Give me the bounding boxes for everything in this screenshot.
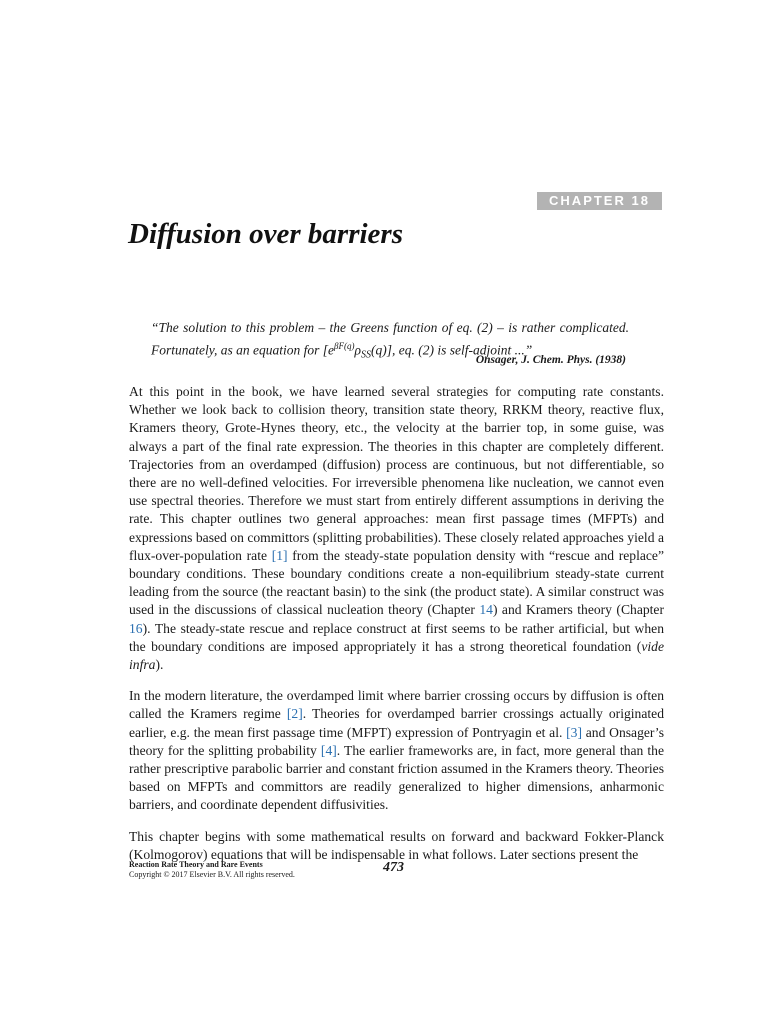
- epigraph-subscript: SS: [360, 349, 371, 361]
- p1-text-a: At this point in the book, we have learned several strategies for computing rate constants. Whether we look back to collision theory, transition state theory, RRKM theory, reactive flux, Kramers theory, Grote-Hynes theory, etc., the velocity at the barrier top, in some guise, was always a part of the final rate expression. The theories in this chapter are completely different. Trajectories from an overdamped (diffusion) process are continuous, but not differentiable, so there are no well-defined velocities. For irreversible phenomena like nucleation, we cannot even use spectral theories. Therefore we must start from entirely different assumptions in deriving the rate. This chapter outlines two general approaches: mean first passage times (MFPTs) and expressions based on committors (splitting probabilities). These closely related approaches yield a flux-over-population rate: [129, 384, 664, 563]
- p1-text-b: from the steady-state population density with “rescue and replace” boundary conditions. These boundary conditions create a non-equilibrium steady-state current leading from the source (the reactant basin) to the sink (the product state). A similar construct was used in the discussions of classical nucleation theory (Chapter: [129, 547, 664, 618]
- p1-text-d: ). The steady-state rescue and replace construct at first seems to be rather artificial, but when the boundary conditions are imposed appropriately it has a strong theoretical foundation (: [129, 620, 664, 654]
- p1-text-e: ).: [155, 657, 164, 673]
- citation-link[interactable]: [3]: [566, 724, 582, 740]
- p1-text-c: ) and Kramers theory (Chapter: [492, 602, 664, 618]
- p3-text-a: This chapter begins with some mathematical results on forward and backward Fokker-Planck (Kolmogorov) equations that will be indispensable in what follows. Later sections present the: [129, 828, 664, 862]
- footer-book-info: [129, 860, 295, 880]
- citation-link[interactable]: [2]: [286, 706, 303, 722]
- epigraph-text-part1: “The solution to this problem – the Greens function of eq. (2) – is rather complicated. Fortunately, as an equation for [e: [151, 320, 629, 358]
- paragraph-3: [129, 828, 664, 864]
- epigraph-attribution: Onsager, J. Chem. Phys. (1938): [475, 354, 626, 366]
- p1-italic: vide infra: [129, 638, 664, 673]
- epigraph-text-part3: (q)], eq. (2) is self-adjoint ...”: [370, 342, 533, 358]
- chapter-label: CHAPTER 18: [537, 192, 662, 210]
- p2-text-a: In the modern literature, the overdamped limit where barrier crossing occurs by diffusion is often called the Kramers regime: [129, 688, 664, 722]
- citation-link[interactable]: [4]: [320, 742, 337, 758]
- body-text: [129, 383, 664, 877]
- p2-text-b: . Theories for overdamped barrier crossings actually originated earlier, e.g. the mean first passage time (MFPT) expression of Pontryagin et al.: [129, 706, 664, 740]
- epigraph-rho: ρ: [354, 342, 361, 358]
- citation-link[interactable]: [1]: [271, 547, 288, 563]
- footer-copyright: Copyright © 2017 Elsevier B.V. All rights reserved.: [129, 870, 295, 879]
- p2-text-d: . The earlier frameworks are, in fact, more general than the rather prescriptive parabolic barrier and constant friction assumed in the Kramers theory. Theories based on MFPTs and committors are readily generalized to higher dimensions, anharmonic barriers, and coordinate dependent diffusivities.: [129, 742, 664, 813]
- chapter-link[interactable]: 14: [479, 602, 493, 618]
- paragraph-1: [129, 383, 664, 674]
- paragraph-2: [129, 687, 664, 814]
- p2-text-c: and Onsager’s theory for the splitting probability: [129, 724, 664, 758]
- chapter-title: Diffusion over barriers: [128, 218, 403, 250]
- footer-book-title: Reaction Rate Theory and Rare Events: [129, 860, 263, 869]
- epigraph-exponent: βF(q): [334, 341, 355, 351]
- page-number: 473: [383, 860, 404, 875]
- chapter-link[interactable]: 16: [129, 620, 143, 636]
